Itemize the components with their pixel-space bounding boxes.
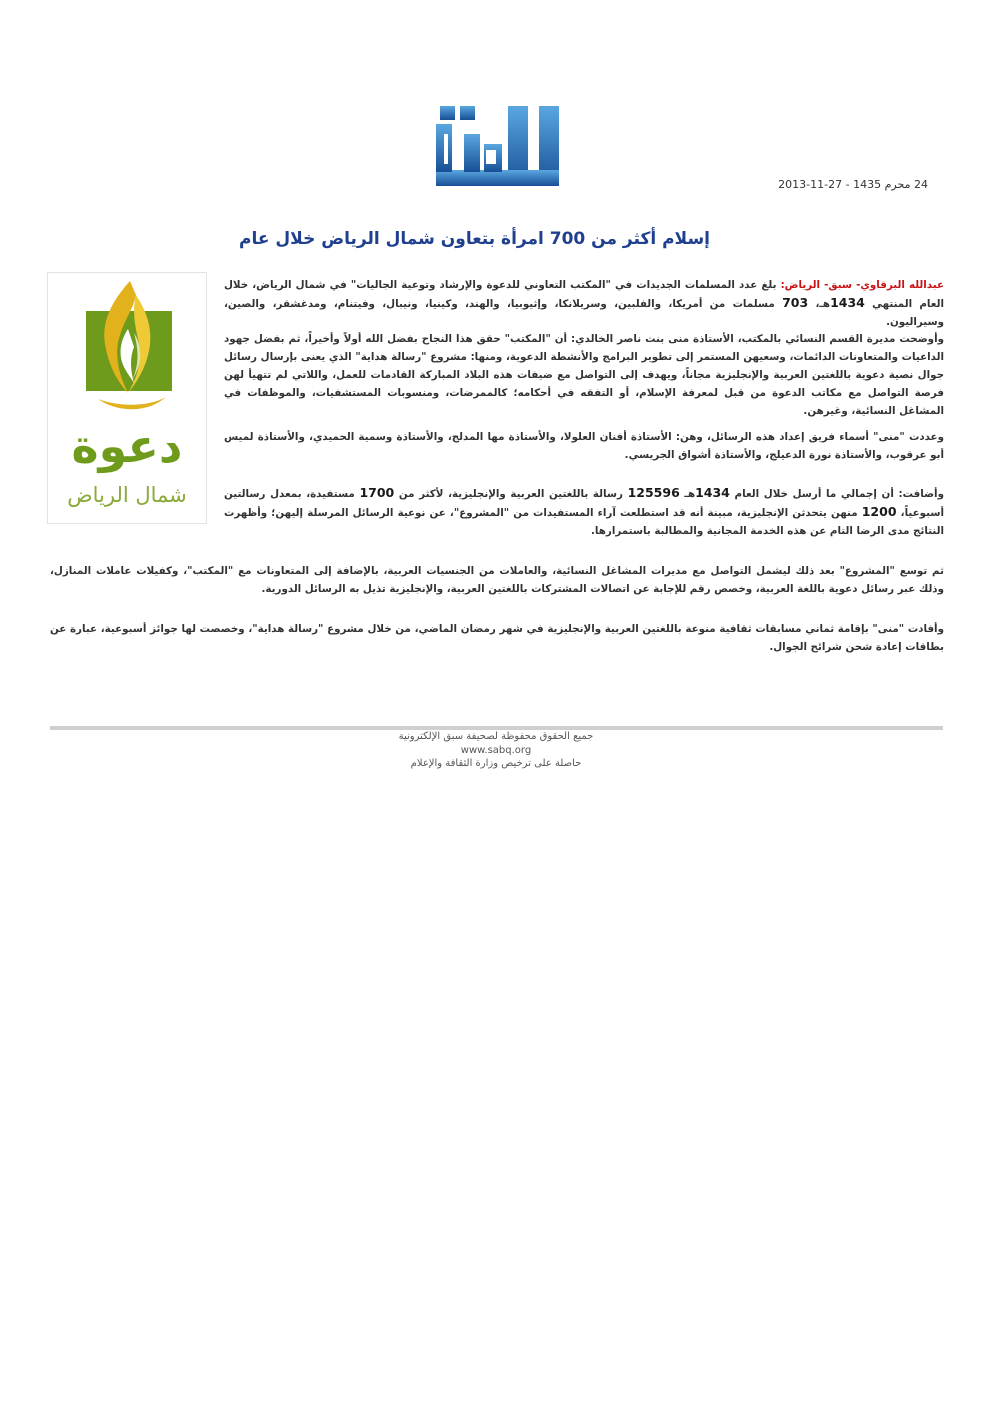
dateline — [700, 178, 928, 191]
p1-number-year: 1434 — [830, 295, 865, 310]
date-hijri: 24 محرم 1435 — [853, 178, 928, 191]
p4-text-d: مستفيدة، بمعدل رسالتين أسبوعياً، — [224, 488, 944, 519]
logo-subtitle-text: شمال الرياض — [67, 483, 187, 507]
article-paragraph-5: ثم توسع "المشروع" بعد ذلك ليشمل التواصل مع مديرات المشاغل النسائية، والعاملات من الجنسيات العربية، بالإضافة إلى المتعاونات مع "المكتب"، وكفيلات عاملات المنازل، وذلك عبر رسائل دعوية باللغة العربية، وخصص رقم للإجابة عن اتصالات المشتركات باللغتين العربية، والإنجليزية تذيل به الرسائل الدورية. — [50, 565, 944, 595]
footer-divider — [50, 726, 943, 730]
footer-license: حاصلة على ترخيص وزارة الثقافة والإعلام — [410, 758, 582, 769]
p4-number-messages: 125596 — [627, 485, 680, 500]
p1-number-converts: 703 — [782, 295, 809, 310]
sabq-logo-icon — [436, 104, 560, 188]
logo-name-text: دعوة — [71, 419, 183, 473]
article-paragraph-2: وأوضحت مديرة القسم النسائي بالمكتب، الأستاذة منى بنت ناصر الخالدي: أن "المكتب" حقق هذا النجاح بفضل الله أولاً وأخيراً، ثم بفضل جهود الداعيات والمتعاونات الدائمات، وسعيهن المستمر إلى تطوير البرامج والأنشطة الدعوية، ومنها: مشروع "رسالة هداية" الذي يعنى بإرسال رسائل جوال نصية دعوية باللغتين العربية والإنجليزية مجاناً، ويهدف إلى التواصل مع ضيفات هذه البلاد المباركة القادمات للعمل، واللاتي لم تتهيأ لهن فرصة التواصل مع مكاتب الدعوة من قبل لمعرفة الإسلام، أو التفقه في أحكامه؛ كالممرضات، ومنسوبات المستشفيات، والموظفات في المشاغل النسائية، وغيرهن. — [224, 333, 944, 417]
p1-text-b: هـ، — [815, 298, 831, 310]
p4-number-beneficiaries: 1700 — [359, 485, 395, 500]
footer-url-link[interactable]: www.sabq.org — [460, 745, 532, 756]
p4-number-year: 1434 — [695, 485, 730, 500]
article-byline: عبدالله البرقاوي- سبق- الرياض: — [780, 279, 944, 291]
p1-text-a: بلغ عدد المسلمات الجديدات في "المكتب التعاوني للدعوة والإرشاد وتوعية الجاليات" في شمال الرياض، خلال العام المنتهي — [224, 279, 945, 310]
article-paragraph-6: وأفادت "منى" بإقامة ثماني مسابقات ثقافية منوعة باللغتين العربية والإنجليزية في شهر رمضان الماضي، من خلال مشروع "رسالة هداية"، وخصصت لها جوائز أسبوعية، عبارة عن بطاقات إعادة شحن شرائح الجوال. — [50, 623, 944, 653]
p4-text-e: منهن يتحدثن الإنجليزية، مبينة أنه قد استطلعت آراء المستفيدات من "المشروع"، عن نوعية الرسائل المرسلة إليهن؛ وأظهرت النتائج مدى الرضا التام عن هذه الخدمة المجانية والمطالبة باستمرارها. — [224, 507, 944, 537]
date-separator: - — [845, 178, 850, 191]
p4-text-b: هـ — [684, 488, 696, 500]
p4-text-a: وأضافت: أن إجمالي ما أرسل خلال العام — [734, 488, 944, 500]
p1-text-c: مسلمات من أمريكا، والفلبين، وسريلانكا، وإثيوبيا، والهند، وكينيا، ونيبال، وفيتنام، ومدغشقر، والصين، وسيراليون. — [224, 298, 944, 328]
footer-rights: جميع الحقوق محفوظة لصحيفة سبق الإلكترونية — [398, 731, 594, 742]
date-gregorian: 27-11-2013 — [778, 178, 843, 191]
p4-number-english: 1200 — [861, 504, 897, 519]
article-paragraph-4 — [224, 484, 944, 540]
article-paragraph-1 — [224, 276, 944, 331]
article-paragraph-3: وعددت "منى" أسماء فريق إعداد هذه الرسائل، وهن: الأستاذة أفنان العلولا، والأستاذة مها المدلج، والأستاذة وسمية الحميدي، والأستاذة لميس أبو عرقوب، والأستاذة نورة الدعيلج، والأستاذة أشواق الجريسي. — [224, 431, 944, 461]
sabq-logo — [436, 104, 560, 188]
p4-text-c: رسالة باللغتين العربية والإنجليزية، لأكثر من — [398, 488, 623, 500]
dawah-north-riyadh-logo — [47, 272, 207, 524]
article-headline: إسلام أكثر من 700 امرأة بتعاون شمال الرياض خلال عام — [239, 229, 710, 249]
flame-emblem-icon — [48, 273, 206, 423]
